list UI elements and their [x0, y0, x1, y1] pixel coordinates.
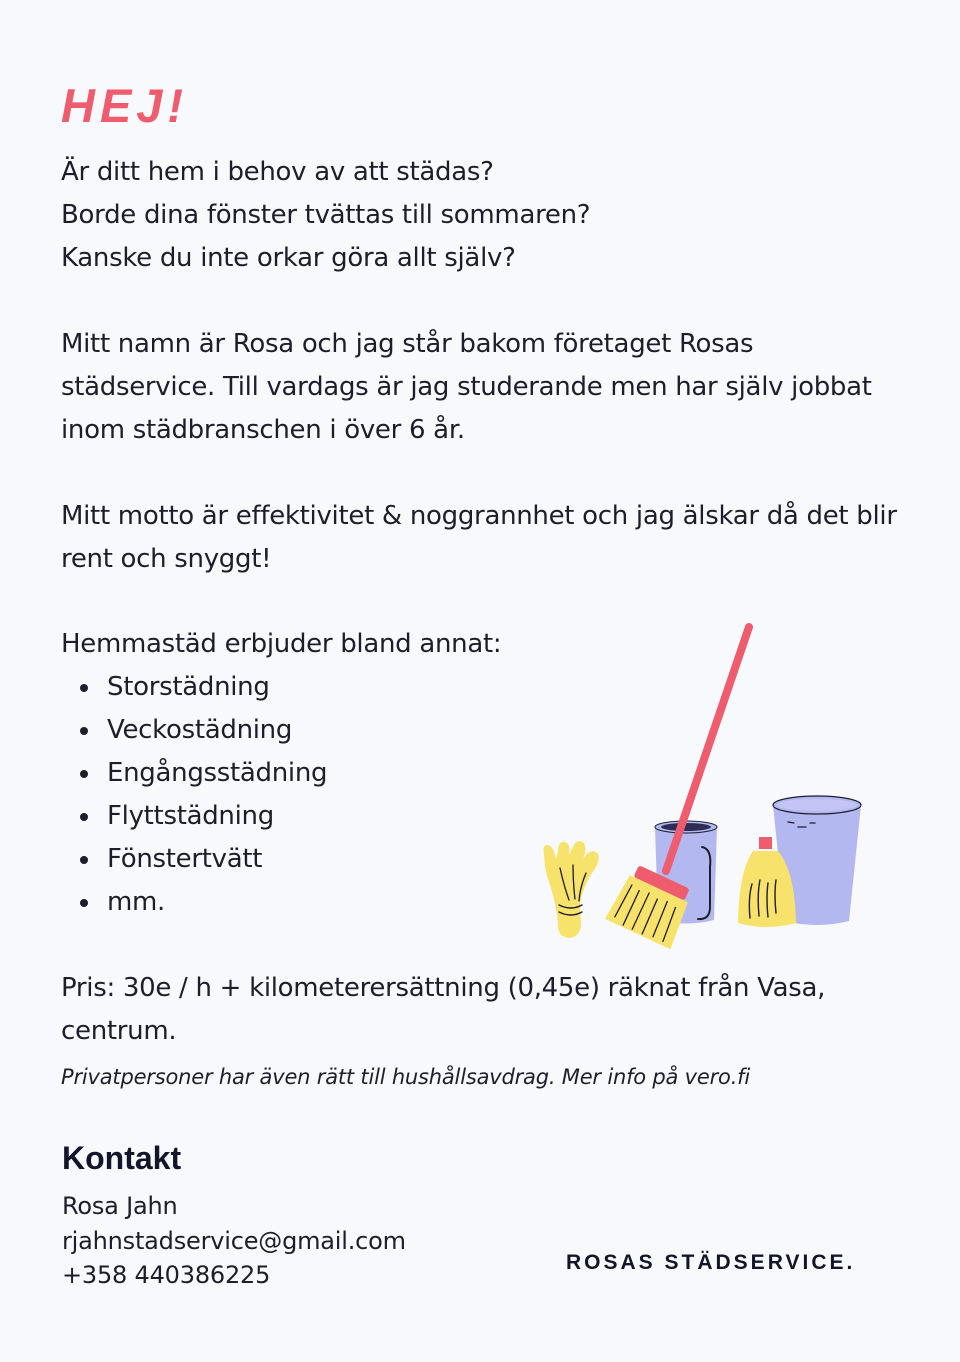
brand-name: ROSAS STÄDSERVICE.: [566, 1251, 856, 1274]
service-item: [61, 881, 327, 924]
services-list: [61, 666, 327, 924]
service-item: [61, 838, 327, 881]
service-label: Fönstertvätt: [107, 844, 263, 874]
motto-paragraph: Mitt motto är effektivitet & noggrannhet och jag älskar då det blir rent och snyggt!: [61, 501, 897, 574]
intro-line-3: Kanske du inte orkar göra allt själv?: [61, 243, 516, 273]
cleaning-supplies-illustration: [530, 615, 875, 955]
bullet-icon: [80, 856, 88, 864]
service-label: Veckostädning: [107, 715, 293, 745]
rubber-glove-icon: [544, 841, 599, 938]
service-item: [61, 666, 327, 709]
bullet-icon: [80, 770, 88, 778]
bullet-icon: [80, 899, 88, 907]
contact-name: Rosa Jahn: [62, 1192, 178, 1220]
bullet-icon: [80, 813, 88, 821]
service-label: Storstädning: [107, 672, 270, 702]
greeting-heading: HEJ!: [61, 79, 189, 132]
contact-email: rjahnstadservice@gmail.com: [62, 1226, 406, 1255]
contact-details: [62, 1189, 406, 1293]
pricing-paragraph: [61, 967, 901, 1053]
broom-icon: [605, 627, 749, 949]
intro-line-1: Är ditt hem i behov av att städas?: [61, 157, 494, 187]
contact-heading: Kontakt: [62, 1140, 182, 1176]
pricing-line-1: Pris: 30e / h + kilometerersättning (0,45e) räknat från Vasa,: [61, 973, 826, 1003]
bullet-icon: [80, 684, 88, 692]
services-title: Hemmastäd erbjuder bland annat:: [61, 629, 502, 659]
bullet-icon: [80, 727, 88, 735]
service-item: [61, 795, 327, 838]
tax-deduction-note: Privatpersoner har även rätt till hushållsavdrag. Mer info på vero.fi: [61, 1065, 750, 1089]
service-label: Flyttstädning: [107, 801, 274, 831]
intro-paragraph: [61, 151, 901, 280]
service-label: mm.: [107, 887, 166, 917]
about-paragraph: Mitt namn är Rosa och jag står bakom företaget Rosas städservice. Till vardags är jag studerande men har själv jobbat inom städbranschen i över 6 år.: [61, 329, 872, 445]
service-item: [61, 752, 327, 795]
intro-line-2: Borde dina fönster tvättas till sommaren?: [61, 200, 591, 230]
service-item: [61, 709, 327, 752]
contact-phone: +358 440386225: [62, 1261, 271, 1289]
pricing-line-2: centrum.: [61, 1016, 177, 1046]
service-label: Engångsstädning: [107, 758, 328, 788]
